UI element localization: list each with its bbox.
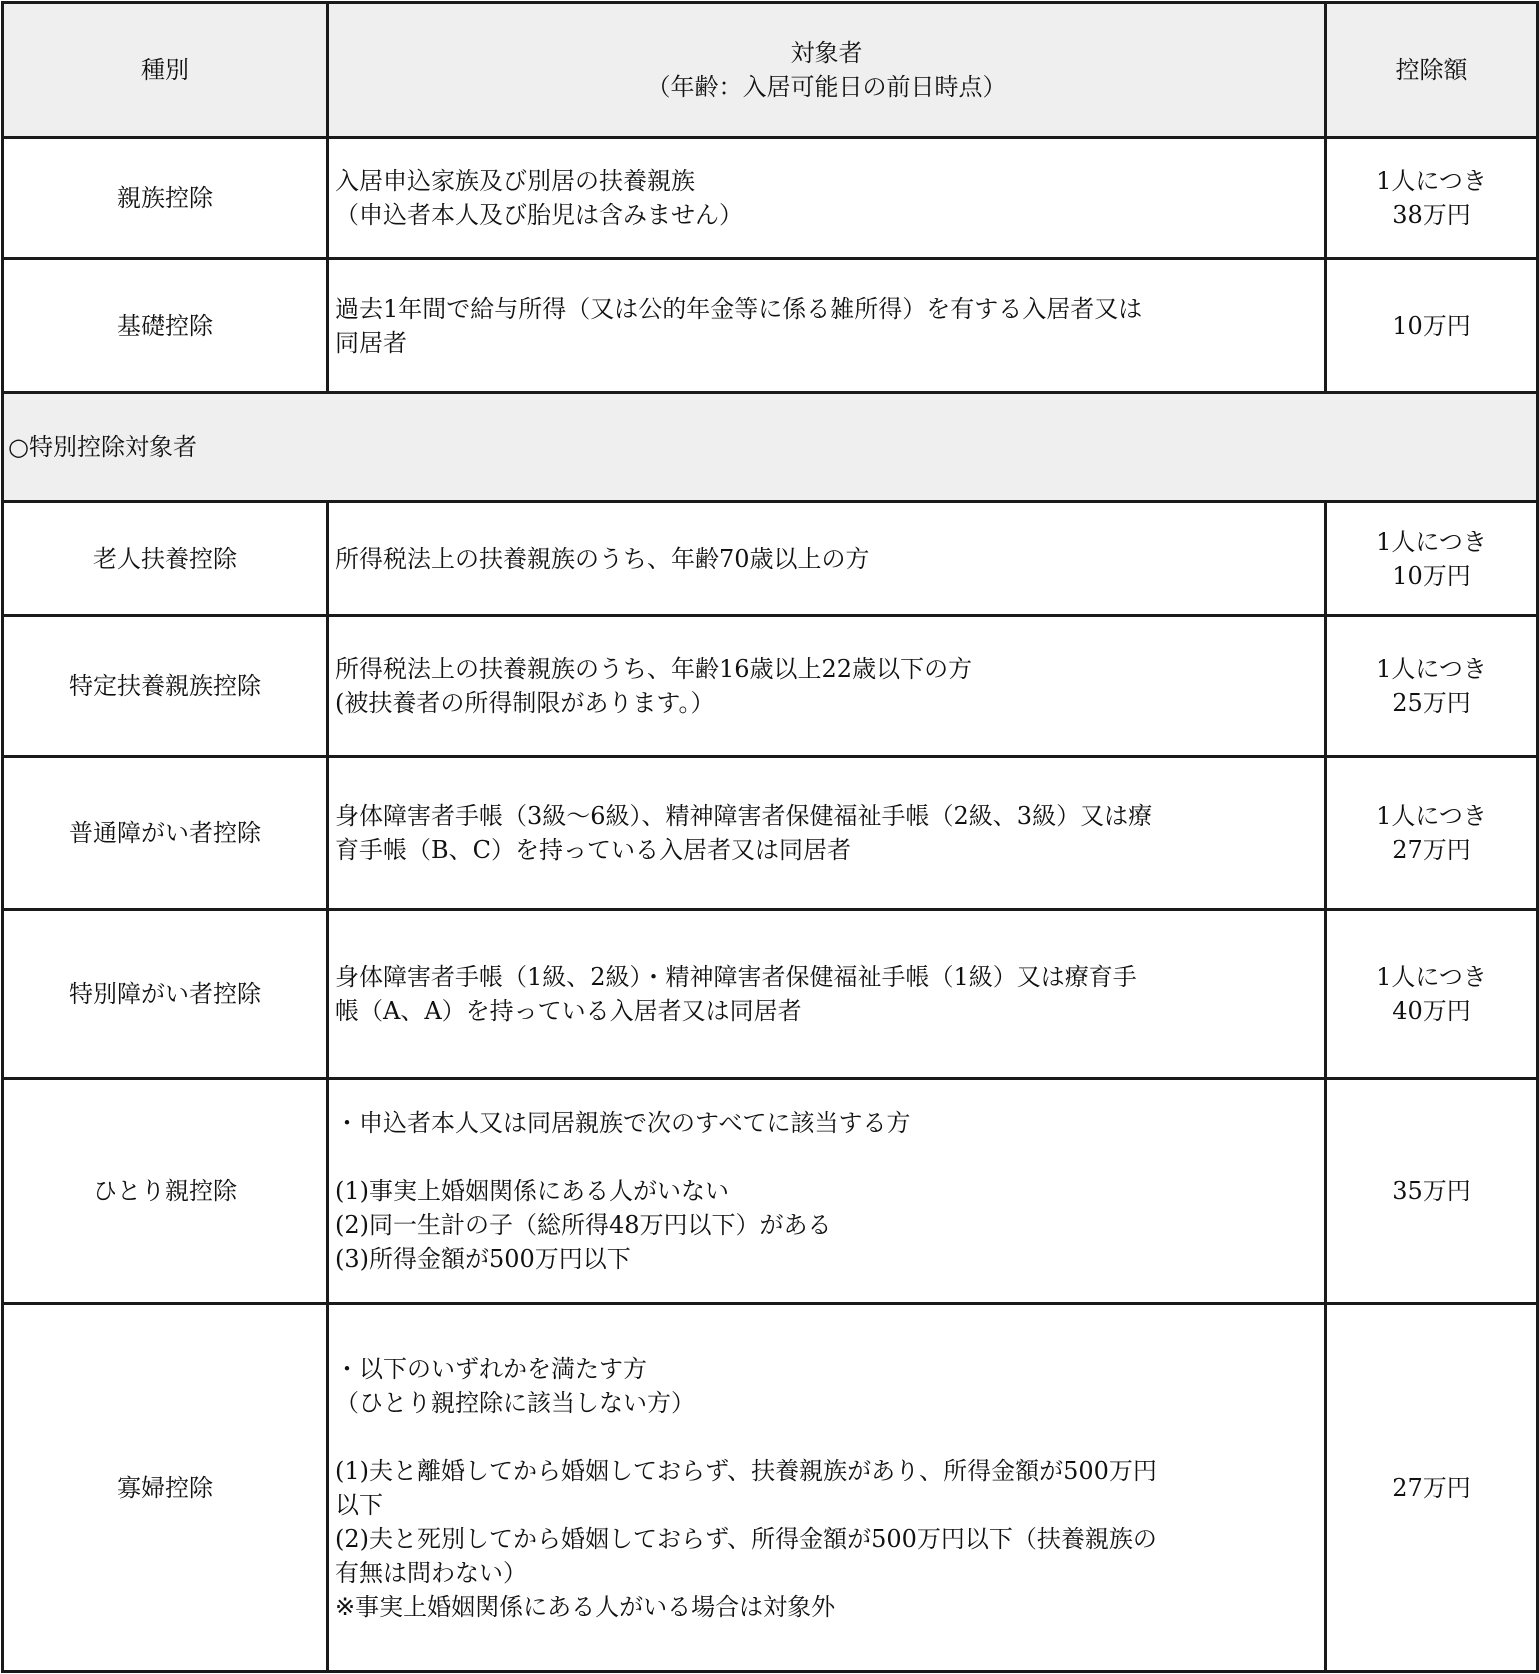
deduction-table: [1, 1, 1539, 1673]
table-row: [3, 757, 1538, 910]
row-type: 基礎控除: [3, 259, 328, 393]
row-amount: 1人につき 38万円: [1326, 138, 1538, 259]
row-type: ひとり親控除: [3, 1079, 328, 1304]
header-type: 種別: [3, 3, 328, 138]
row-type: 親族控除: [3, 138, 328, 259]
header-target: 対象者 （年齢：入居可能日の前日時点）: [328, 3, 1326, 138]
table-row: [3, 259, 1538, 393]
table-row: [3, 1079, 1538, 1304]
table-row: [3, 910, 1538, 1079]
row-target: 所得税法上の扶養親族のうち、年齢16歳以上22歳以下の方 (被扶養者の所得制限があります。）: [328, 616, 1326, 757]
row-amount: 35万円: [1326, 1079, 1538, 1304]
row-amount: 1人につき 25万円: [1326, 616, 1538, 757]
row-type: 普通障がい者控除: [3, 757, 328, 910]
table-row: [3, 616, 1538, 757]
table-row: [3, 502, 1538, 616]
section-label: ○特別控除対象者: [3, 393, 1538, 502]
row-target: 入居申込家族及び別居の扶養親族 （申込者本人及び胎児は含みません）: [328, 138, 1326, 259]
row-amount: 27万円: [1326, 1304, 1538, 1672]
header-row: [3, 3, 1538, 138]
table-row: [3, 1304, 1538, 1672]
row-target: ・申込者本人又は同居親族で次のすべてに該当する方 (1)事実上婚姻関係にある人がいない (2)同一生計の子（総所得48万円以下）がある (3)所得金額が500万円以下: [328, 1079, 1326, 1304]
row-amount: 1人につき 40万円: [1326, 910, 1538, 1079]
header-amount: 控除額: [1326, 3, 1538, 138]
row-target: 過去1年間で給与所得（又は公的年金等に係る雑所得）を有する入居者又は 同居者: [328, 259, 1326, 393]
row-type: 寡婦控除: [3, 1304, 328, 1672]
row-target: 身体障害者手帳（1級、2級）・精神障害者保健福祉手帳（1級）又は療育手 帳（A、A）を持っている入居者又は同居者: [328, 910, 1326, 1079]
row-amount: 1人につき 27万円: [1326, 757, 1538, 910]
row-amount: 1人につき 10万円: [1326, 502, 1538, 616]
section-row: [3, 393, 1538, 502]
table-row: [3, 138, 1538, 259]
row-type: 特別障がい者控除: [3, 910, 328, 1079]
row-target: 所得税法上の扶養親族のうち、年齢70歳以上の方: [328, 502, 1326, 616]
row-amount: 10万円: [1326, 259, 1538, 393]
row-type: 老人扶養控除: [3, 502, 328, 616]
row-target: 身体障害者手帳（3級～6級）、精神障害者保健福祉手帳（2級、3級）又は療 育手帳（B、C）を持っている入居者又は同居者: [328, 757, 1326, 910]
row-type: 特定扶養親族控除: [3, 616, 328, 757]
row-target: ・以下のいずれかを満たす方 （ひとり親控除に該当しない方） (1)夫と離婚してから婚姻しておらず、扶養親族があり、所得金額が500万円 以下 (2)夫と死別してから婚姻しておらず、所得金額が500万円以下（扶養親族の 有無は問わない） ※事実上婚姻関係にある人がいる場合は対象外: [328, 1304, 1326, 1672]
